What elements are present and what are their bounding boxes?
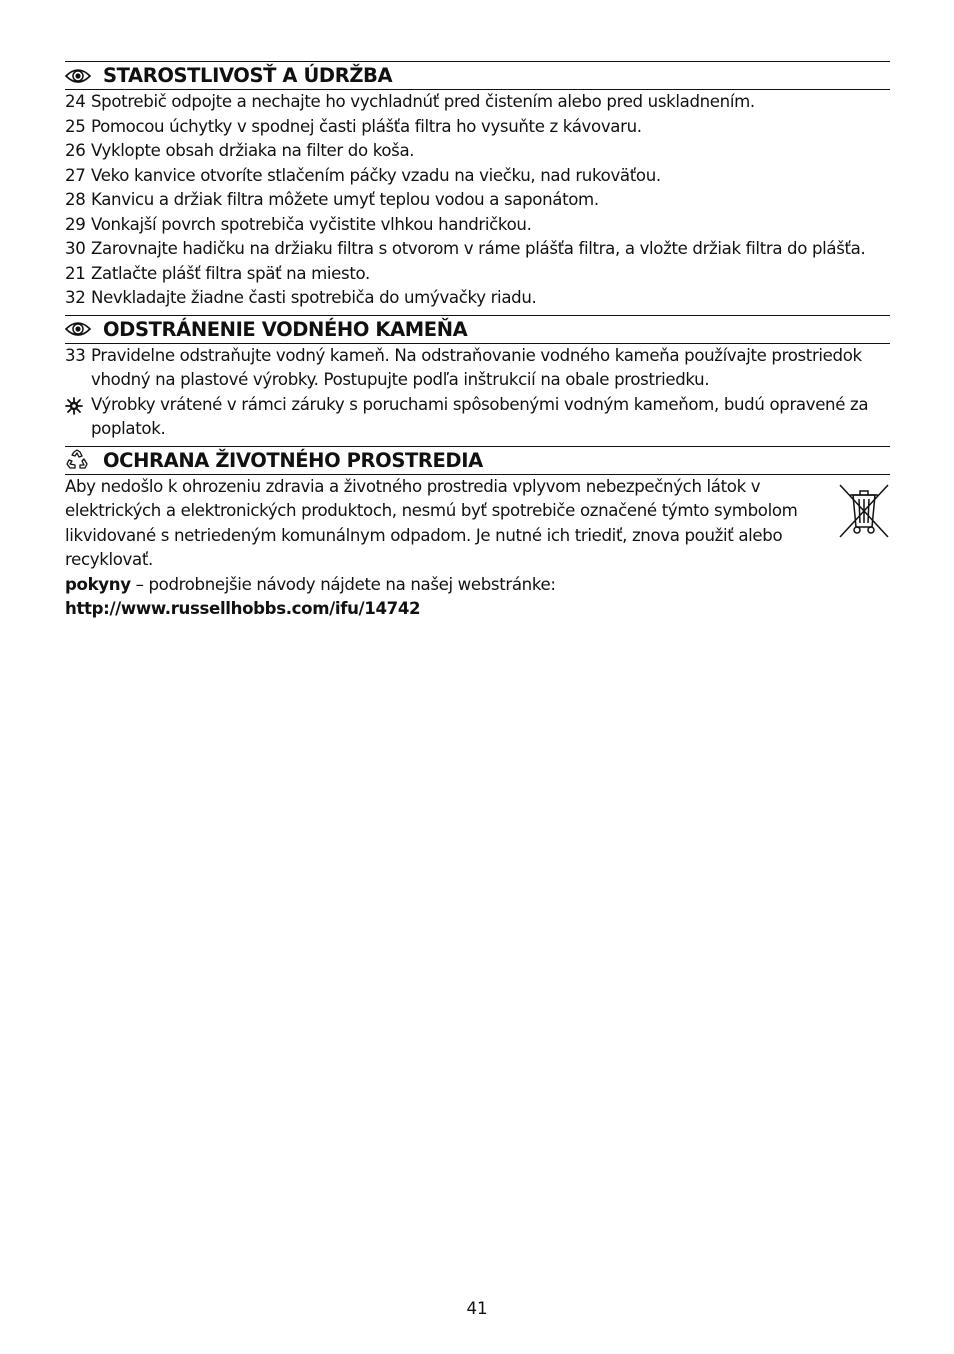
list-item: 33 Pravidelne odstraňujte vodný kameň. Na odstraňovanie vodného kameňa používajte prostriedok vhodný na plastové výrobky. Postupujte podľa inštrukcií na obale prostriedku.: [65, 345, 862, 389]
environment-block: [65, 475, 890, 622]
list-item: 28 Kanvicu a držiak filtra môžete umyť teplou vodou a saponátom.: [65, 190, 599, 209]
list-item: 27 Veko kanvice otvoríte stlačením páčky vzadu na viečku, nad rukoväťou.: [65, 165, 661, 185]
list-item: 24 Spotrebič odpojte a nechajte ho vychladnúť pred čistením alebo pred uskladnením.: [65, 92, 755, 111]
section-heading-care: [65, 61, 890, 90]
instructions-label: pokyny: [65, 574, 131, 594]
instructions-line: [65, 573, 890, 598]
list-item: 32 Nevkladajte žiadne časti spotrebiča do umývačky riadu.: [65, 288, 537, 307]
environment-paragraph: Aby nedošlo k ohrozeniu zdravia a životného prostredia vplyvom nebezpečných látok v elektrických a elektronických produktoch, nesmú byť spotrebiče označené týmto symbolom likvidované s netriedeným komunálnym odpadom. Je nutné ich triediť, znova použiť alebo recyklovať.: [65, 476, 798, 569]
recycle-icon: [65, 449, 93, 471]
warning-star-icon: [65, 393, 89, 423]
list-item: Výrobky vrátené v rámci záruky s poruchami spôsobenými vodným kameňom, budú opravené za poplatok.: [65, 393, 890, 442]
instructions-text: – podrobnejšie návody nájdete na našej webstránke:: [130, 574, 556, 594]
section-title: STAROSTLIVOSŤ A ÚDRŽBA: [103, 64, 393, 87]
document-page: [65, 61, 890, 622]
list-item: 25 Pomocou úchytky v spodnej časti plášťa filtra ho vysuňte z kávovaru.: [65, 116, 642, 136]
section-heading-environment: [65, 446, 890, 475]
list-item: 26 Vyklopte obsah držiaka na filter do koša.: [65, 141, 415, 160]
section-title: ODSTRÁNENIE VODNÉHO KAMEŇA: [103, 317, 468, 341]
eye-icon: [65, 318, 93, 340]
eye-icon: [65, 65, 93, 87]
list-item: 30 Zarovnajte hadičku na držiaku filtra s otvorom v ráme plášťa filtra, a vložte držiak filtra do plášťa.: [65, 239, 866, 258]
url-line: [65, 597, 890, 622]
section-heading-descaling: [65, 315, 890, 344]
descaling-list: [65, 344, 890, 442]
list-item: 21 Zatlačte plášť filtra späť na miesto.: [65, 263, 370, 283]
section-title: OCHRANA ŽIVOTNÉHO PROSTREDIA: [103, 448, 483, 472]
list-item: 29 Vonkajší povrch spotrebiča vyčistite vlhkou handričkou.: [65, 214, 532, 234]
crossed-out-bin-icon: [838, 483, 890, 539]
page-number: 41: [466, 1299, 488, 1318]
care-list: [65, 90, 890, 311]
instructions-link[interactable]: http://www.russellhobbs.com/ifu/14742: [65, 599, 421, 618]
